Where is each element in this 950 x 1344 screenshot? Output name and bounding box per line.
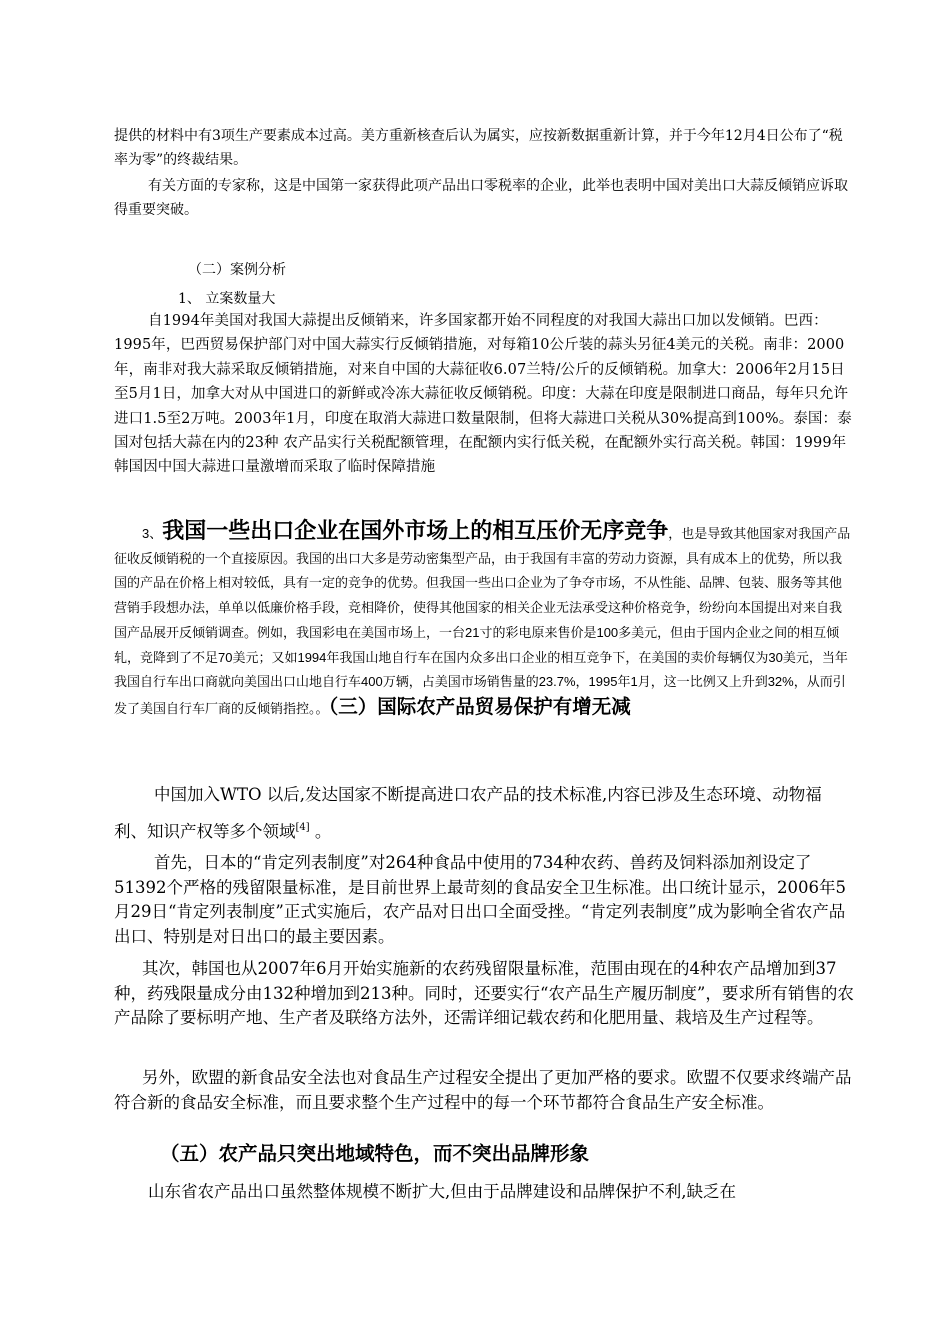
paragraph-country-measures: 自1994年美国对我国大蒜提出反倾销来，许多国家都开始不同程度的对我国大蒜出口加以发倾销。巴西：1995年，巴西贸易保护部门对中国大蒜实行反倾销措施，对每箱10公斤装的蒜头另征4美元的关税。南非：2000年，南非对我大蒜采取反倾销措施，对来自中国的大蒜征收6.07兰特/公斤的反倾销税。加拿大：2006年2月15日至5月1日，加拿大对从中国进口的新鲜或冷冻大蒜征收反倾销税。印度：大蒜在印度是限制进口商品，每年只允许进口1.5至2万吨。2003年1月，印度在取消大蒜进口数量限制，但将大蒜进口关税从30%提高到100%。泰国：泰国对包括大蒜在内的23种 农产品实行关税配额管理，在配额内实行低关税，在配额外实行高关税。韩国：1999年韩国因中国大蒜进口量激增而采取了临时保障措施 bbox=[114, 313, 852, 476]
emphasized-heading: 我国一些出口企业在国外市场上的相互压价无序竞争 bbox=[162, 518, 669, 543]
paragraph-wto-standards bbox=[114, 778, 854, 848]
item-number: 3、 bbox=[142, 526, 163, 541]
paragraph-body: ，也是导致其他国家对我国产品征收反倾销税的一个直接原因。我国的出口大多是劳动密集型产品，由于我国有丰富的劳动力资源，具有成本上的优势，所以我国的产品在价格上相对较低，具有一定的竞争的优势。但我国一些出口企业为了争夺市场，不从性能、品牌、包装、服务等其他营销手段想办法，单单以低廉价格手段，竞相降价，使得其他国家的相关企业无法承受这种价格竞争，纷纷向本国提出对来自我国产品展开反倾销调查。例如，我国彩电在美国市场上，一台21寸的彩电原来售价是100多美元，但由于国内企业之间的相互倾轧，竞降到了不足70美元；又如1994年我国山地自行车在国内众多出口企业的相互竞争下，在美国的卖价每辆仅为30美元，当年我国自行车出口商就向美国出口山地自行车400万辆，占美国市场销售量的23.7%，1995年1月，这一比例又上升到32%，从而引发了美国自行车厂商的反倾销指控。。 bbox=[114, 526, 851, 716]
paragraph-japan-positive-list: 首先，日本的“肯定列表制度”对264种食品中使用的734种农药、兽药及饲料添加剂设定了51392个严格的残留限量标准，是目前世界上最苛刻的食品安全卫生标准。出口统计显示，2006年5月29日“肯定列表制度”正式实施后，农产品对日出口全面受挫。“肯定列表制度”成为影响全省农产品出口、特别是对日出口的最主要因素。 bbox=[114, 853, 846, 946]
section-heading-trade-protection: （三）国际农产品贸易保护有增无减 bbox=[328, 695, 631, 718]
paragraph-shandong-exports: 山东省农产品出口虽然整体规模不断扩大,但由于品牌建设和品牌保护不利,缺乏在 bbox=[148, 1182, 736, 1201]
paragraph-price-competition bbox=[114, 519, 854, 722]
paragraph-tax-ruling: 提供的材料中有3项生产要素成本过高。美方重新核查后认为属实，应按新数据重新计算，并于今年12月4日公布了“税率为零”的终裁结果。 bbox=[114, 128, 843, 168]
subheading-case-count: 1、 立案数量大 bbox=[178, 291, 276, 307]
citation-reference: [4] bbox=[295, 822, 310, 833]
paragraph-expert-comment: 有关方面的专家称，这是中国第一家获得此项产品出口零税率的企业，此举也表明中国对美出口大蒜反倾销应诉取得重要突破。 bbox=[114, 178, 848, 218]
section-heading-brand-image: （五）农产品只突出地域特色，而不突出品牌形象 bbox=[160, 1143, 590, 1165]
paragraph-eu-food-safety: 另外，欧盟的新食品安全法也对食品生产过程安全提出了更加严格的要求。欧盟不仅要求终端产品符合新的食品安全标准，而且要求整个生产过程中的每一个环节都符合食品生产安全标准。 bbox=[114, 1068, 852, 1112]
section-heading-case-analysis: （二）案例分析 bbox=[188, 262, 286, 278]
paragraph-text: 中国加入WTO 以后,发达国家不断提高进口农产品的技术标准,内容已涉及生态环境、动物福利、知识产权等多个领域 bbox=[114, 785, 822, 841]
paragraph-korea-standards: 其次，韩国也从2007年6月开始实施新的农药残留限量标准，范围由现在的4种农产品增加到37种，药残限量成分由132种增加到213种。同时，还要实行“农产品生产履历制度”，要求所有销售的农产品除了要标明产地、生产者及联络方法外，还需详细记载农药和化肥用量、栽培及生产过程等。 bbox=[114, 959, 854, 1027]
paragraph-end: 。 bbox=[309, 822, 332, 841]
